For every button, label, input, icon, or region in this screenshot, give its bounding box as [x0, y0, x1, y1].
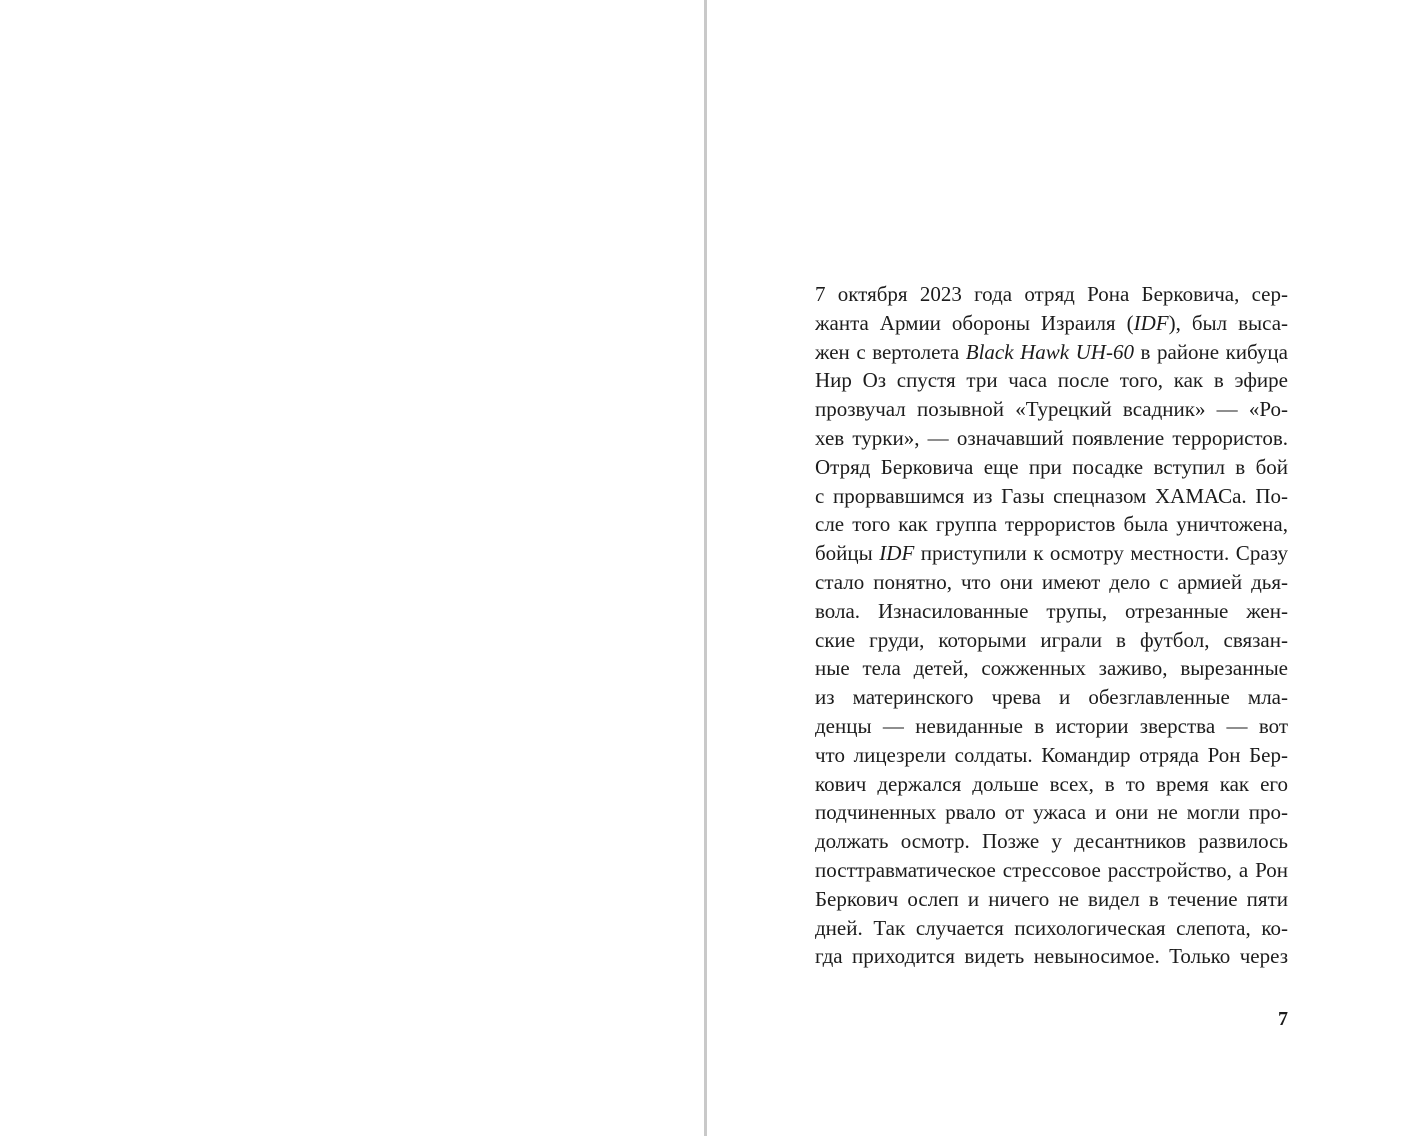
text-line	[815, 770, 1288, 799]
text-run: ские груди, которыми играли в футбол, связан-	[815, 627, 1288, 652]
body-text	[815, 280, 1288, 971]
text-line	[815, 654, 1288, 683]
italic-term: IDF	[879, 541, 915, 566]
text-line	[815, 280, 1288, 309]
text-run: денцы — невиданные в истории зверства — вот	[815, 713, 1288, 738]
text-run: должать осмотр. Позже у десантников развилось	[815, 829, 1288, 854]
text-run: ), был выса-	[1168, 310, 1288, 335]
text-line	[815, 366, 1288, 395]
text-run: в районе кибуца	[1133, 339, 1288, 364]
text-line	[815, 942, 1288, 971]
text-line	[815, 856, 1288, 885]
text-run: жанта Армии обороны Израиля (	[815, 310, 1134, 335]
text-run: ные тела детей, сожженных заживо, вырезанные	[815, 656, 1288, 681]
text-run: приступили к осмотру местности. Сразу	[914, 541, 1288, 566]
text-line	[815, 424, 1288, 453]
text-run: хев турки», — означавший появление террористов.	[815, 425, 1288, 450]
text-run: Беркович ослеп и ничего не видел в течение пяти	[815, 886, 1288, 911]
text-line	[815, 309, 1288, 338]
italic-term: IDF	[1133, 310, 1169, 335]
text-run: Отряд Берковича еще при посадке вступил в бой	[815, 454, 1288, 479]
text-run: посттравматическое стрессовое расстройство, а Рон	[815, 857, 1288, 882]
text-line	[815, 395, 1288, 424]
left-page-blank	[0, 0, 704, 1136]
text-run: из материнского чрева и обезглавленные мла-	[815, 685, 1288, 710]
text-line	[815, 827, 1288, 856]
page-number: 7	[1278, 1008, 1288, 1030]
text-line	[815, 568, 1288, 597]
text-run: стало понятно, что они имеют дело с армией дья-	[815, 569, 1288, 594]
text-run: дней. Так случается психологическая слепота, ко-	[815, 915, 1288, 940]
text-line	[815, 683, 1288, 712]
text-line	[815, 741, 1288, 770]
text-run: с прорвавшимся из Газы спецназом ХАМАСа. По-	[815, 483, 1288, 508]
text-run: бойцы	[815, 541, 880, 566]
text-line	[815, 712, 1288, 741]
text-line	[815, 539, 1288, 568]
text-run: гда приходится видеть невыносимое. Только через	[815, 944, 1288, 969]
text-run: вола. Изнасилованные трупы, отрезанные жен-	[815, 598, 1288, 623]
text-line	[815, 482, 1288, 511]
text-line	[815, 914, 1288, 943]
text-run: кович держался дольше всех, в то время как его	[815, 771, 1288, 796]
text-line	[815, 338, 1288, 367]
text-line	[815, 453, 1288, 482]
text-run: подчиненных рвало от ужаса и они не могли про-	[815, 800, 1288, 825]
text-run: прозвучал позывной «Турецкий всадник» — «Ро-	[815, 397, 1288, 422]
italic-term: Black Hawk UH-60	[965, 339, 1134, 364]
text-run: что лицезрели солдаты. Командир отряда Рон Бер-	[815, 742, 1288, 767]
text-line	[815, 626, 1288, 655]
text-line	[815, 597, 1288, 626]
text-line	[815, 798, 1288, 827]
text-run: сле того как группа террористов была уничтожена,	[815, 512, 1288, 537]
right-page	[707, 0, 1410, 1136]
text-run: жен с вертолета	[815, 339, 966, 364]
text-run: 7 октября 2023 года отряд Рона Берковича, сер-	[815, 282, 1288, 306]
text-line	[815, 510, 1288, 539]
text-run: Нир Оз спустя три часа после того, как в эфире	[815, 368, 1288, 393]
text-line	[815, 885, 1288, 914]
